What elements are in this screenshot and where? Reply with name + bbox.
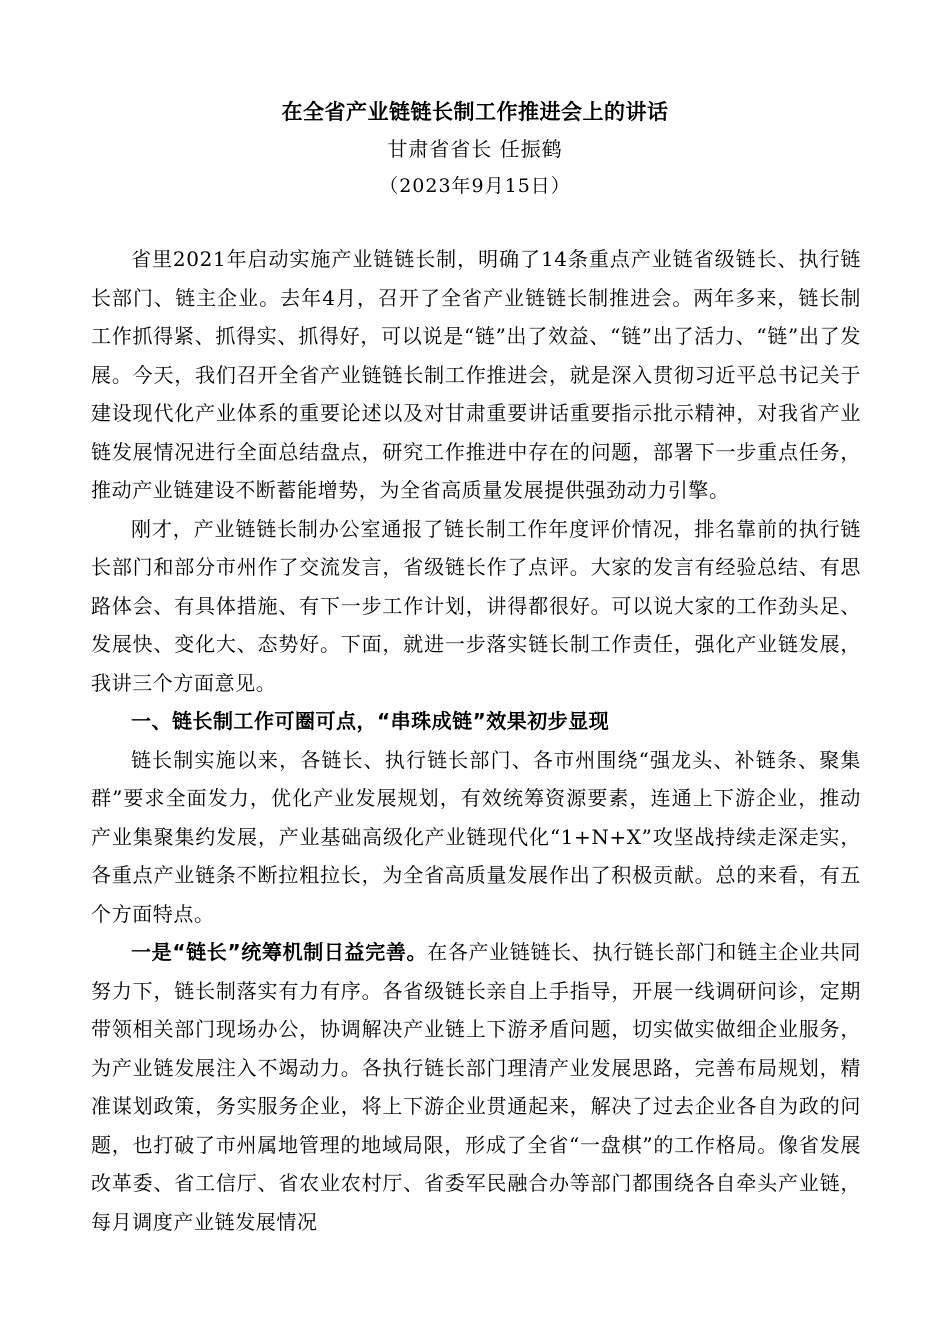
paragraph-4 <box>91 933 861 1241</box>
section-1-heading: 一、链长制工作可圈可点，“串珠成链”效果初步显现 <box>131 709 610 733</box>
paragraph-4-text: 在各产业链链长、执行链长部门和链主企业共同努力下，链长制落实有力有序。各省级链长亲自上手指导，开展一线调研问诊，定期带领相关部门现场办公，协调解决产业链上下游矛盾问题，切实做实做细企业服务，为产业链发展注入不竭动力。各执行链长部门理清产业发展思路，完善布局规划，精准谋划政策，务实服务企业，将上下游企业贯通起来，解决了过去企业各自为政的问题，也打破了市州属地管理的地域局限，形成了全省“一盘棋”的工作格局。像省发展改革委、省工信厅、省农业农村厅、省委军民融合办等部门都围绕各自牵头产业链，每月调度产业链发展情况 <box>91 940 861 1234</box>
paragraph-3: 链长制实施以来，各链长、执行链长部门、各市州围绕“强龙头、补链条、聚集群”要求全面发力，优化产业发展规划，有效统筹资源要素，连通上下游企业，推动产业集聚集约发展，产业基础高级化产业链现代化“1+N+X”攻坚战持续走深走实，各重点产业链条不断拉粗拉长，为全省高质量发展作出了积极贡献。总的来看，有五个方面特点。 <box>91 747 861 926</box>
paragraph-4-lead: 一是“链长”统筹机制日益完善。 <box>131 940 428 964</box>
document-body <box>91 240 861 1241</box>
document-date: （2023年9月15日） <box>379 175 571 197</box>
paragraph-1: 省里2021年启动实施产业链链长制，明确了14条重点产业链省级链长、执行链长部门、链主企业。去年4月，召开了全省产业链链长制推进会。两年多来，链长制工作抓得紧、抓得实、抓得好，可以说是“链”出了效益、“链”出了活力、“链”出了发展。今天，我们召开全省产业链链长制工作推进会，就是深入贯彻习近平总书记关于建设现代化产业体系的重要论述以及对甘肃重要讲话重要指示批示精神，对我省产业链发展情况进行全面总结盘点，研究工作推进中存在的问题，部署下一步重点任务，推动产业链建设不断蓄能增势，为全省高质量发展提供强劲动力引擎。 <box>91 247 861 502</box>
document-author: 甘肃省省长 任振鹤 <box>387 137 563 161</box>
paragraph-2: 刚才，产业链链长制办公室通报了链长制工作年度评价情况，排名靠前的执行链长部门和部分市州作了交流发言，省级链长作了点评。大家的发言有经验总结、有思路体会、有具体措施、有下一步工作计划，讲得都很好。可以说大家的工作劲头足、发展快、变化大、态势好。下面，就进一步落实链长制工作责任，强化产业链发展，我讲三个方面意见。 <box>91 516 861 695</box>
document-header <box>0 94 950 204</box>
document-title: 在全省产业链链长制工作推进会上的讲话 <box>281 99 669 124</box>
